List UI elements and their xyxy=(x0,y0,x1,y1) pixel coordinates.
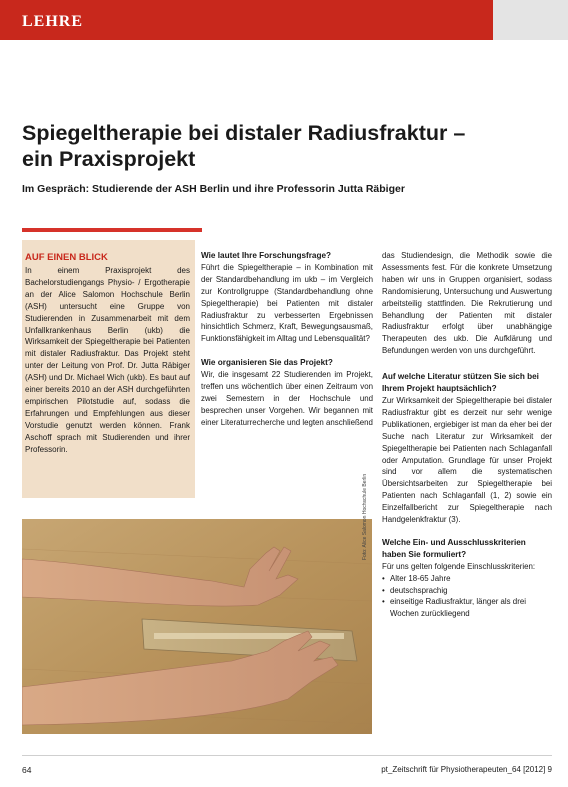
answer-organization: Wir, die insgesamt 22 Studierenden im Projekt, treffen uns wöchentlich über einen Zeitraum von zwei Semestern in der Hochschule und besprechen unser Vorgehen. Wir begannen mit einer Literaturrecherche und legten anschließend xyxy=(201,370,373,427)
box-top-rule xyxy=(22,228,202,232)
question-literature: Auf welche Literatur stützen Sie sich bei Ihrem Projekt hauptsächlich? xyxy=(382,372,539,394)
publication-footer: pt_Zeitschrift für Physiotherapeuten_64 [2012] 9 xyxy=(381,765,552,774)
criteria-item: • Alter 18-65 Jahre xyxy=(382,573,552,585)
question-organization: Wie organisieren Sie das Projekt? xyxy=(201,358,333,368)
question-research: Wie lautet Ihre Forschungsfrage? xyxy=(201,251,332,260)
header-accent xyxy=(493,0,568,40)
mirror-therapy-illustration xyxy=(22,519,372,734)
mirror-edge xyxy=(154,633,344,639)
overview-text: In einem Praxisprojekt des Bachelorstudiengangs Physio- / Ergotherapie an der Alice Salomon Hochschule Berlin (ASH) untersucht eine Gruppe von Studierenden in Zusammenarbeit mit dem Unfallkrankenhaus Berlin (ukb) die Wirksamkeit der Spiegeltherapie bei Patienten mit distaler Radiusfraktur. Das Projekt steht unter der Leitung von Prof. Dr. Jutta Räbiger (ASH) und Dr. Michael Wich (ukb). Es baut auf einer bereits 2010 an der ASH durchgeführten empirischen Pilotstudie auf, sodass die Erfahrungen und Empfehlungen aus dieser Vorstudie genutzt werden können. Frank Aschoff sprach mit Studierenden und ihrer Professorin. xyxy=(25,266,190,454)
criteria-intro: Für uns gelten folgende Einschlusskriterien: xyxy=(382,561,536,571)
photo-credit: Foto: Alice Salomon Hochschule Berlin xyxy=(362,473,368,560)
page-number: 64 xyxy=(22,765,32,775)
criteria-item: • einseitige Radiusfraktur, länger als drei Wochen zurückliegend xyxy=(382,596,552,620)
answer-research: Führt die Spiegeltherapie – in Kombination mit der Standardbehandlung im ukb – im Vergleich zur Kontrollgruppe (Standardbehandlung ohne Spiegeltherapie) bei Patienten mit distaler Radiusfraktur zu verbesserten Ergebnissen hinsichtlich Schmerz, Kraft, Bewegungsausmaß, Funktionsfähigkeit im Alltag und Lebensqualität? xyxy=(201,262,373,344)
criteria-list xyxy=(382,573,552,621)
answer-literature: Zur Wirksamkeit der Spiegeltherapie bei distaler Radiusfraktur gibt es derzeit nur sehr wenige Publikationen, ergiebiger ist man da eher bei der Suche nach Literatur zur Wirksamkeit der Spiegeltherapie bei Patienten nach Schlaganfall oder Amputation. Grundlage für unser Projekt sind vor allem die systematischen Übersichtsarbeiten zur Spiegeltherapie bei Patienten nach Schlaganfall (1, 2) sowie ein Einzelfallbericht zur Spiegeltherapie nach Handgelenkfraktur (3). xyxy=(382,395,552,525)
column-middle xyxy=(201,250,373,429)
overview-heading: AUF EINEN BLICK xyxy=(25,252,108,263)
section-label: LEHRE xyxy=(22,13,84,30)
article-title-line1: Spiegeltherapie bei distaler Radiusfraktur – xyxy=(22,121,466,145)
question-criteria: Welche Ein- und Ausschlusskriterien haben Sie formuliert? xyxy=(382,537,526,559)
article-title xyxy=(22,120,552,172)
article-subtitle: Im Gespräch: Studierende der ASH Berlin und ihre Professorin Jutta Räbiger xyxy=(22,183,405,195)
answer-organization-continued: das Studiendesign, die Methodik sowie die Assessments fest. Für die konkrete Umsetzung haben wir uns in Gruppen organisiert, sodass Randomisierung, Untersuchung und Auswertung arbeitsteilig stattfinden. Die Rekrutierung und Behandlung der Patienten mit distaler Radiusfraktur erfolgt über unabhängige Therapeuten des ukb. Die Aufklärung und Befundungen werden von uns durchgeführt. xyxy=(382,251,552,356)
article-title-line2: ein Praxisprojekt xyxy=(22,147,196,171)
criteria-item: • deutschsprachig xyxy=(382,585,552,597)
column-right xyxy=(382,250,552,620)
mirror-therapy-photo xyxy=(22,519,372,734)
footer-divider xyxy=(22,755,552,756)
